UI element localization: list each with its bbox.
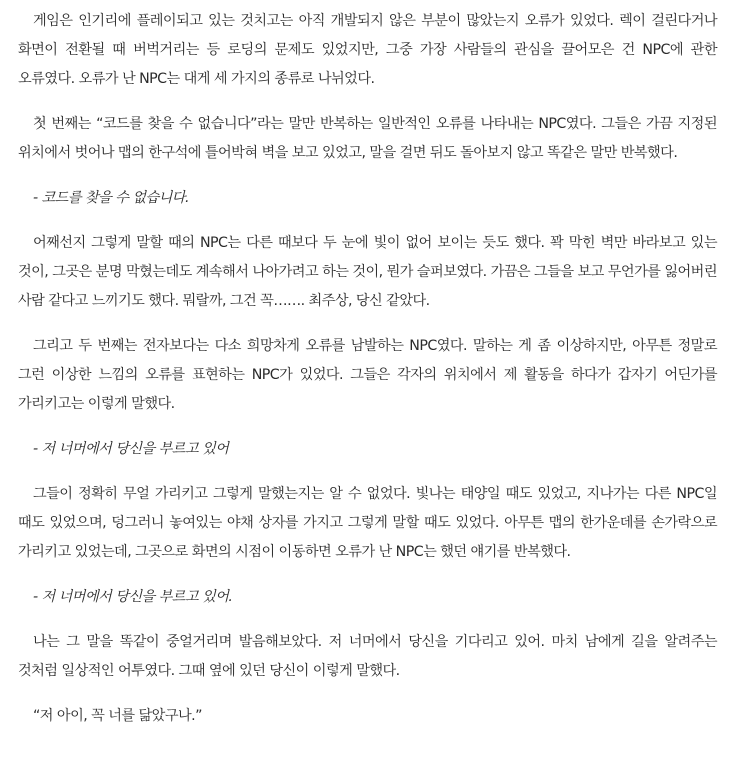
paragraph: 그리고 두 번째는 전자보다는 다소 희망차게 오류를 남발하는 NPC였다. 말하는 게 좀 이상하지만, 아무튼 정말로 그런 이상한 느낌의 오류를 표현하는 NPC가 있었다. 그들은 각자의 위치에서 제 활동을 하다가 갑자기 어딘가를 가리키고는 이렇게 말했다.	[18, 338, 717, 412]
paragraph: 어째선지 그렇게 말할 때의 NPC는 다른 때보다 두 눈에 빛이 없어 보이는 듯도 했다. 꽉 막힌 벽만 바라보고 있는 것이, 그곳은 분명 막혔는데도 계속해서 나아가려고 하는 것이, 뭔가 슬퍼보였다. 가끔은 그들을 보고 무언가를 잃어버린 사람 같다고 느끼기도 했다. 뭐랄까, 그건 꼭……. 최주상, 당신 같았다.	[18, 235, 717, 309]
paragraph: 첫 번째는 “코드를 찾을 수 없습니다”라는 말만 반복하는 일반적인 오류를 나타내는 NPC였다. 그들은 가끔 지정된 위치에서 벗어나 맵의 한구석에 틀어박혀 벽을 보고 있었고, 말을 걸면 뒤도 돌아보지 않고 똑같은 말만 반복했다.	[18, 116, 717, 161]
paragraph: 나는 그 말을 똑같이 중얼거리며 발음해보았다. 저 너머에서 당신을 기다리고 있어. 마치 남에게 길을 알려주는 것처럼 일상적인 어투였다. 그때 옆에 있던 당신이 이렇게 말했다.	[18, 634, 717, 679]
paragraph: 그들이 정확히 무얼 가리키고 그렇게 말했는지는 알 수 없었다. 빛나는 태양일 때도 있었고, 지나가는 다른 NPC일 때도 있었으며, 덩그러니 놓여있는 야채 상자를 가지고 그렇게 말할 때도 있었다. 아무튼 맵의 한가운데를 손가락으로 가리키고 있었는데, 그곳으로 화면의 시점이 이동하면 오류가 난 NPC는 했던 얘기를 반복했다.	[18, 486, 717, 560]
npc-quote: - 저 너머에서 당신을 부르고 있어	[33, 441, 229, 457]
npc-quote: - 코드를 찾을 수 없습니다.	[33, 190, 189, 206]
npc-quote: - 저 너머에서 당신을 부르고 있어.	[33, 589, 233, 605]
dialogue-line: “저 아이, 꼭 너를 닮았구나.”	[33, 708, 202, 724]
paragraph: 게임은 인기리에 플레이되고 있는 것치고는 아직 개발되지 않은 부분이 많았는지 오류가 있었다. 렉이 걸린다거나 화면이 전환될 때 버벅거리는 등 로딩의 문제도 있었지만, 그중 가장 사람들의 관심을 끌어모은 건 NPC에 관한 오류였다. 오류가 난 NPC는 대게 세 가지의 종류로 나뉘었다.	[18, 13, 717, 87]
